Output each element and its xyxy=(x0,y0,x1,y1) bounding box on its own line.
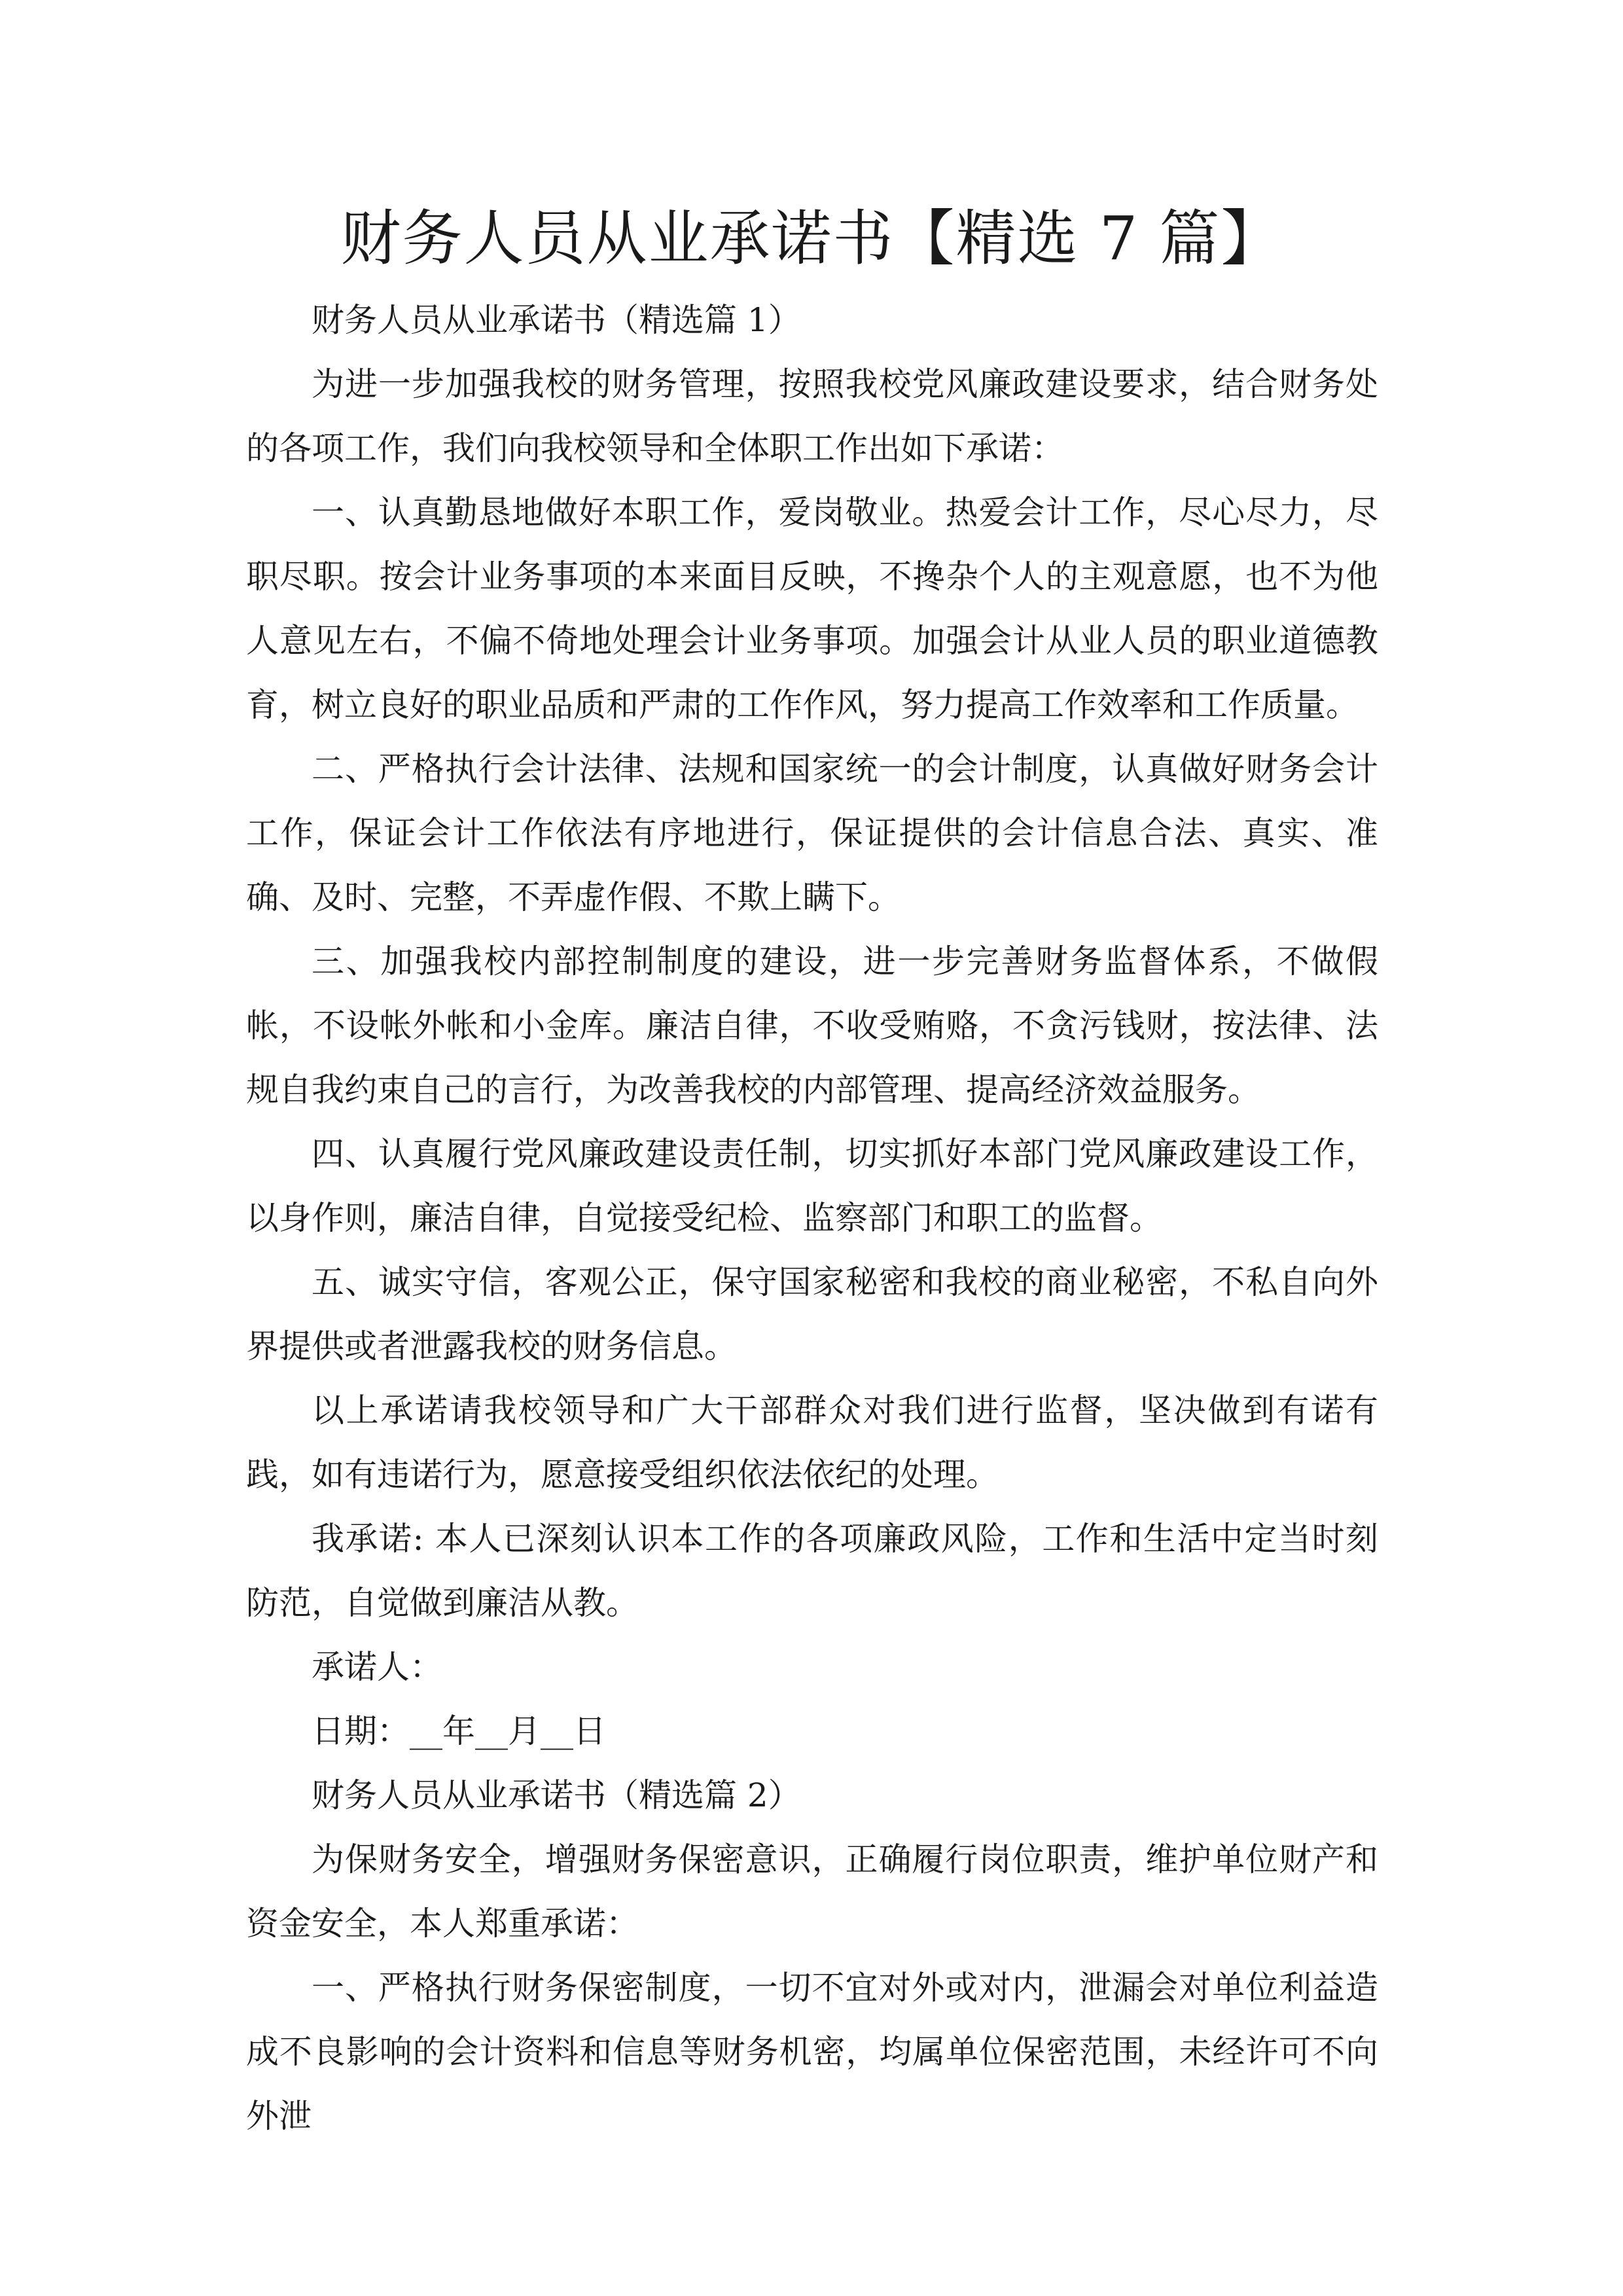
section-1-heading: 财务人员从业承诺书（精选篇 1） xyxy=(312,301,801,339)
section-1-closing: 以上承诺请我校领导和广大干部群众对我们进行监督，坚决做到有诺有践，如有违诺行为，愿意接受组织依法依纪的处理。 xyxy=(246,1391,1378,1494)
signer-label: 承诺人： xyxy=(312,1648,442,1686)
section-1-item-3: 三、加强我校内部控制制度的建设，进一步完善财务监督体系，不做假帐，不设帐外帐和小金库。廉洁自律，不收受贿赂，不贪污钱财，按法律、法规自我约束自己的言行，为改善我校的内部管理、提高经济效益服务。 xyxy=(246,942,1378,1109)
section-1-item-5: 五、诚实守信，客观公正，保守国家秘密和我校的商业秘密，不私自向外界提供或者泄露我校的财务信息。 xyxy=(246,1263,1378,1365)
section-1-pledge: 我承诺: 本人已深刻认识本工作的各项廉政风险，工作和生活中定当时刻防范，自觉做到廉洁从教。 xyxy=(246,1520,1378,1622)
section-2-heading: 财务人员从业承诺书（精选篇 2） xyxy=(312,1776,801,1814)
section-2-intro: 为保财务安全，增强财务保密意识，正确履行岗位职责，维护单位财产和资金安全，本人郑重承诺： xyxy=(246,1840,1378,1943)
section-1-intro: 为进一步加强我校的财务管理，按照我校党风廉政建设要求，结合财务处的各项工作，我们向我校领导和全体职工作出如下承诺： xyxy=(246,365,1378,467)
section-2-item-1: 一、严格执行财务保密制度，一切不宜对外或对内，泄漏会对单位利益造成不良影响的会计资料和信息等财务机密，均属单位保密范围，未经许可不向外泄 xyxy=(246,1969,1378,2135)
section-1-item-1: 一、认真勤恳地做好本职工作，爱岗敬业。热爱会计工作，尽心尽力，尽职尽职。按会计业务事项的本来面目反映，不搀杂个人的主观意愿，也不为他人意见左右，不偏不倚地处理会计业务事项。加强会计从业人员的职业道德教育，树立良好的职业品质和严肃的工作作风，努力提高工作效率和工作质量。 xyxy=(246,493,1378,724)
document-body xyxy=(246,288,1378,2148)
section-1-item-4: 四、认真履行党风廉政建设责任制，切实抓好本部门党风廉政建设工作，以身作则，廉洁自律，自觉接受纪检、监察部门和职工的监督。 xyxy=(246,1135,1378,1237)
section-1-item-2: 二、严格执行会计法律、法规和国家统一的会计制度，认真做好财务会计工作，保证会计工作依法有序地进行，保证提供的会计信息合法、真实、准确、及时、完整，不弄虚作假、不欺上瞒下。 xyxy=(246,750,1378,916)
document-title: 财务人员从业承诺书【精选 7 篇】 xyxy=(340,204,1283,274)
date-label: 日期：__年__月__日 xyxy=(312,1712,606,1750)
